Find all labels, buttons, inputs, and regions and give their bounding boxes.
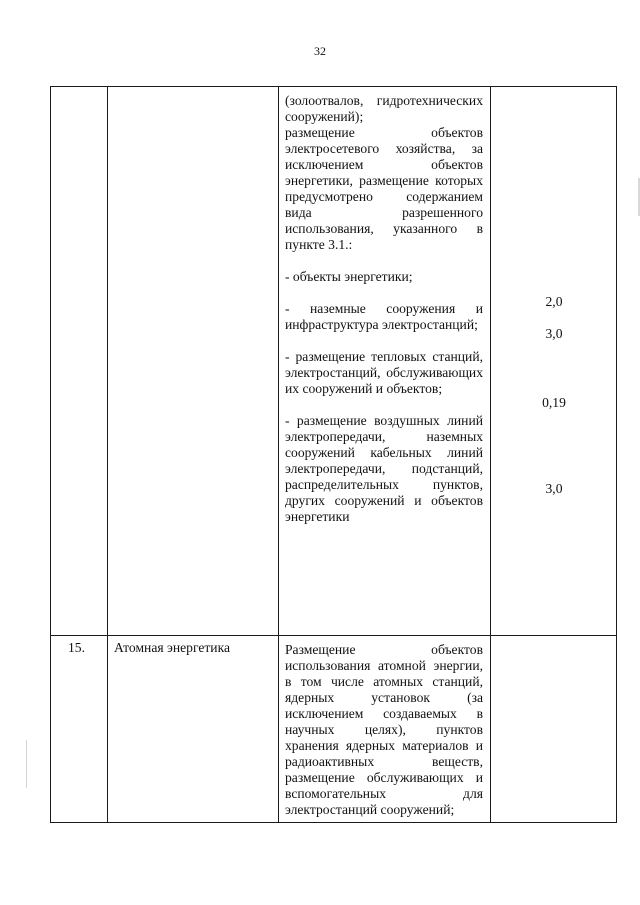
- row-name: [108, 87, 278, 91]
- description-paragraph: Размещение объектов использования атомной энергии, в том числе атомных станций, ядерных установок (за исключением создаваемых в научных целях), пунктов хранения ядерных материалов и радиоактивных веществ, размещение обслуживающих и вспомогательных для электростанций сооружений;: [285, 642, 483, 817]
- description-paragraph: (золоотвалов, гидротехнических сооружений);: [285, 93, 483, 124]
- table-row: [51, 636, 617, 823]
- row-number: [51, 87, 107, 91]
- land-use-table: [50, 86, 617, 823]
- row-description-cell: [279, 636, 491, 823]
- table-row: [51, 87, 617, 636]
- row-name-cell: [108, 87, 279, 636]
- row-name-cell: [108, 636, 279, 823]
- description-paragraph: размещение объектов электросетевого хозяйства, за исключением объектов энергетики, размещение которых предусмотрено содержанием вида разрешенного использования, указанного в пункте 3.1.:: [285, 125, 483, 252]
- row-number: 15.: [68, 640, 85, 655]
- margin-scan-mark: [26, 740, 33, 788]
- value-text: 3,0: [545, 481, 563, 496]
- row-number-cell: [51, 636, 108, 823]
- value-text: 0,19: [542, 395, 566, 410]
- row-value-cell: [491, 87, 617, 636]
- row-value-cell: [491, 636, 617, 823]
- description-paragraph: - объекты энергетики;: [285, 269, 413, 284]
- value-text: 2,0: [545, 294, 563, 309]
- description-paragraph: - наземные сооружения и инфраструктура электростанций;: [285, 301, 483, 332]
- row-name: Атомная энергетика: [114, 640, 231, 655]
- row-number-cell: [51, 87, 108, 636]
- value-text: 3,0: [545, 326, 563, 341]
- description-paragraph: - размещение воздушных линий электропередачи, наземных сооружений кабельных линий электропередачи, подстанций, распределительных пунктов, других сооружений и объектов энергетики: [285, 413, 483, 524]
- row-description-cell: [279, 87, 491, 636]
- description-paragraph: - размещение тепловых станций, электростанций, обслуживающих их сооружений и объектов;: [285, 349, 483, 396]
- page-number: 32: [314, 44, 326, 58]
